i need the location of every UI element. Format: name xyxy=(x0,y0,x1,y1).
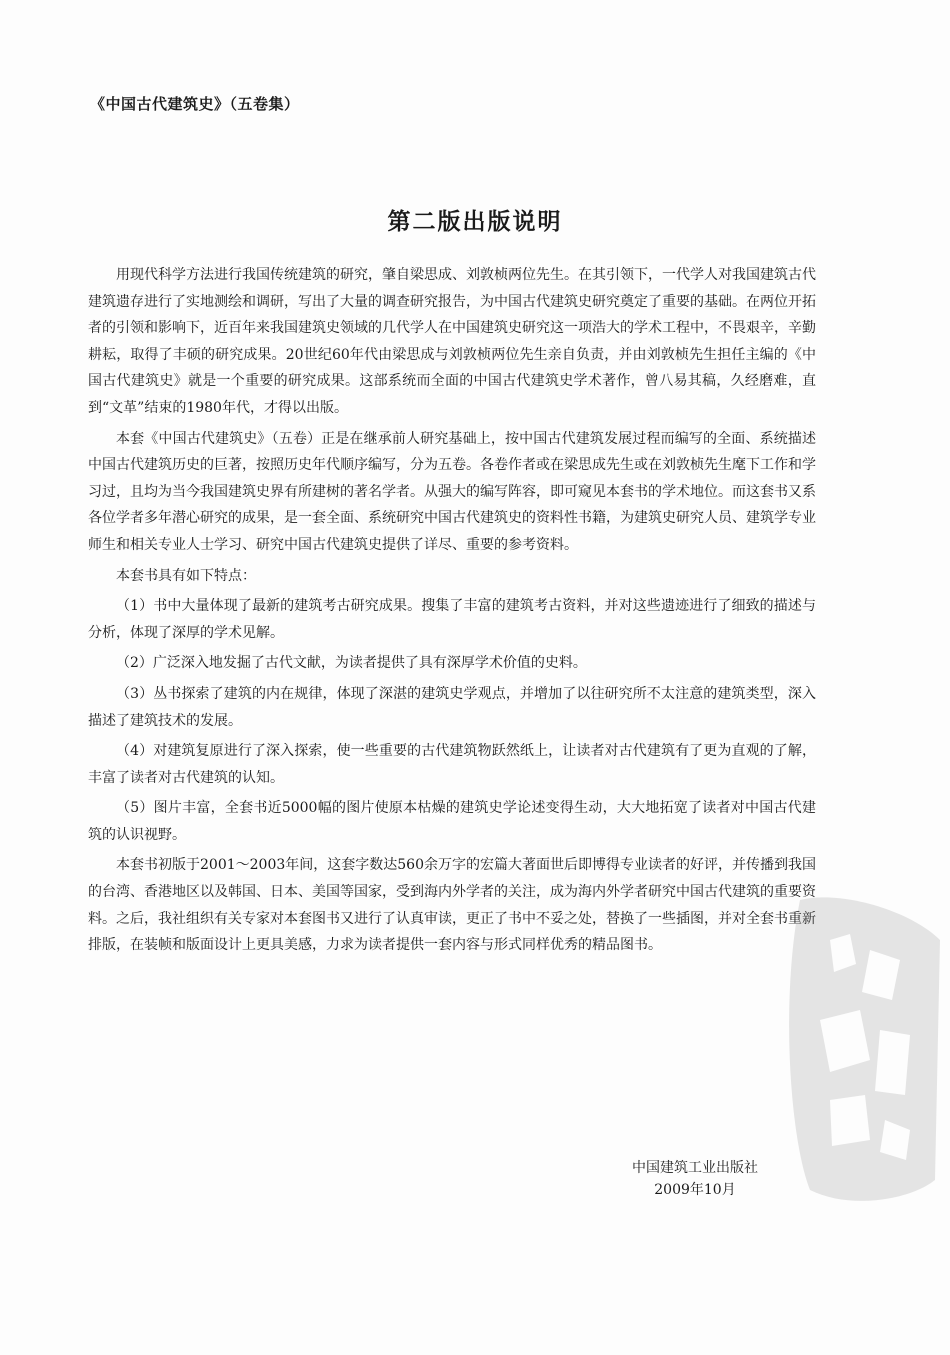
publication-date: 2009年10月 xyxy=(654,1182,736,1198)
pdg-watermark-icon xyxy=(760,880,950,1210)
paragraph: （4）对建筑复原进行了深入探索，使一些重要的古代建筑物跃然纸上，让读者对古代建筑有了更为直观的了解，丰富了读者对古代建筑的认知。 xyxy=(88,743,816,786)
publisher-name: 中国建筑工业出版社 xyxy=(632,1160,758,1176)
paragraph: （2）广泛深入地发掘了古代文献，为读者提供了具有深厚学术价值的史料。 xyxy=(116,655,587,672)
paragraph: （3）丛书探索了建筑的内在规律，体现了深湛的建筑史学观点，并增加了以往研究所不太注意的建筑类型，深入描述了建筑技术的发展。 xyxy=(88,685,816,729)
series-title: 《中国古代建筑史》（五卷集） xyxy=(90,95,300,113)
body-text xyxy=(88,262,816,963)
page-title: 第二版出版说明 xyxy=(387,208,563,235)
paragraph: 本套书具有如下特点： xyxy=(116,567,256,584)
paragraph: （1）书中大量体现了最新的建筑考古研究成果。搜集了丰富的建筑考古资料，并对这些遗迹进行了细致的描述与分析，体现了深厚的学术见解。 xyxy=(88,598,816,641)
paragraph: 本套《中国古代建筑史》（五卷）正是在继承前人研究基础上，按中国古代建筑发展过程而编写的全面、系统描述中国古代建筑历史的巨著，按照历史年代顺序编写，分为五卷。各卷作者或在梁思成先生或在刘敦桢先生麾下工作和学习过，且均为当今我国建筑史界有所建树的著名学者。从强大的编写阵容，即可窥见本套书的学术地位。而这套书又系各位学者多年潜心研究的成果，是一套全面、系统研究中国古代建筑史的资料性书籍，为建筑史研究人员、建筑学专业师生和相关专业人士学习、研究中国古代建筑史提供了详尽、重要的参考资料。 xyxy=(88,430,816,553)
paragraph: （5）图片丰富，全套书近5000幅的图片使原本枯燥的建筑史学论述变得生动，大大地拓宽了读者对中国古代建筑的认识视野。 xyxy=(88,800,816,843)
paragraph: 本套书初版于2001～2003年间，这套字数达560余万字的宏篇大著面世后即博得专业读者的好评，并传播到我国的台湾、香港地区以及韩国、日本、美国等国家，受到海内外学者的关注，成为海内外学者研究中国古代建筑的重要资料。之后，我社组织有关专家对本套图书又进行了认真审读，更正了书中不妥之处，替换了一些插图，并对全套书重新排版，在装帧和版面设计上更具美感，力求为读者提供一套内容与形式同样优秀的精品图书。 xyxy=(88,857,816,954)
paragraph: 用现代科学方法进行我国传统建筑的研究，肇自梁思成、刘敦桢两位先生。在其引领下，一代学人对我国建筑古代建筑遗存进行了实地测绘和调研，写出了大量的调查研究报告，为中国古代建筑史研究奠定了重要的基础。在两位开拓者的引领和影响下，近百年来我国建筑史领域的几代学人在中国建筑史研究这一项浩大的学术工程中，不畏艰辛，辛勤耕耘，取得了丰硕的研究成果。20世纪60年代由梁思成与刘敦桢两位先生亲自负责，并由刘敦桢先生担任主编的《中国古代建筑史》就是一个重要的研究成果。这部系统而全面的中国古代建筑史学术著作，曾八易其稿，久经磨难，直到“文革”结束的1980年代，才得以出版。 xyxy=(88,267,816,416)
